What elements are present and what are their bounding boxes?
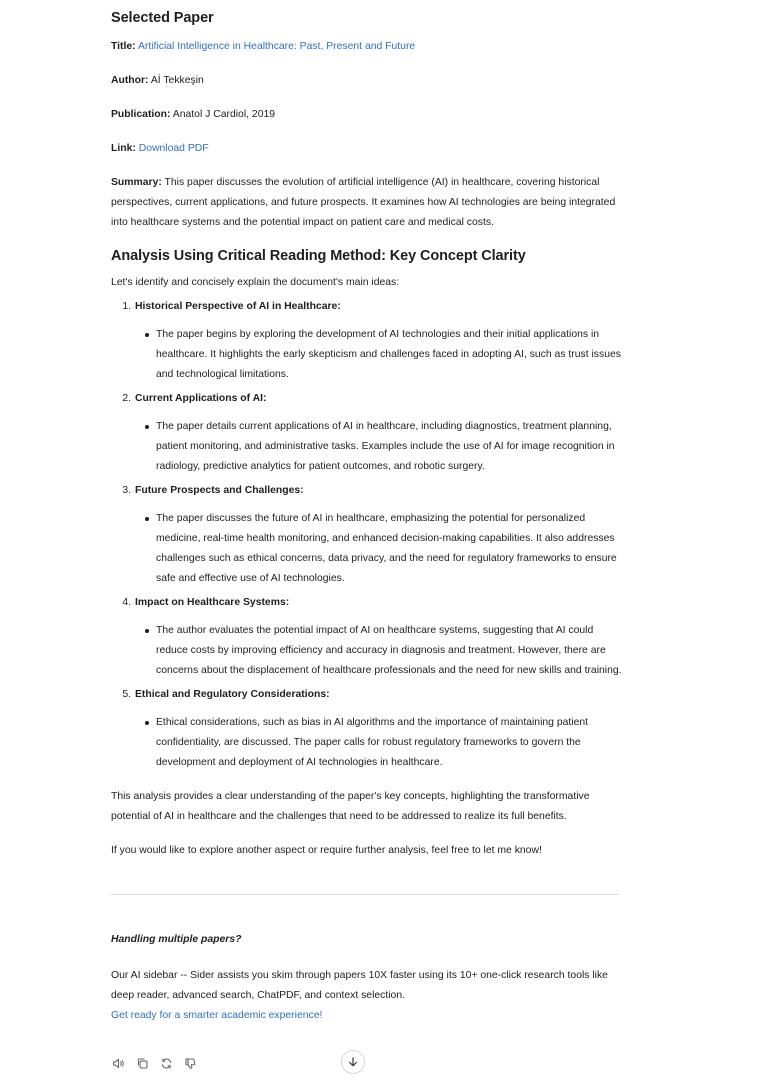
concept-title-row bbox=[111, 687, 623, 703]
analysis-conclusion: This analysis provides a clear understanding of the paper's key concepts, highlighting the transformative potential of AI in healthcare and the challenges that need to be addressed to realize its full benefits. bbox=[111, 791, 590, 822]
message-actions bbox=[111, 1056, 197, 1070]
arrow-down-icon bbox=[347, 1056, 359, 1068]
concept-item bbox=[111, 687, 623, 773]
title-line bbox=[111, 39, 623, 55]
concept-number: 2. bbox=[122, 393, 131, 404]
message-content bbox=[111, 0, 623, 1026]
author-label: Author: bbox=[111, 75, 149, 86]
concept-bullet bbox=[111, 325, 623, 385]
concept-bullet-text: Ethical considerations, such as bias in AI algorithms and the importance of maintaining patient confidentiality, are discussed. The paper calls for robust regulatory frameworks to govern the development and deployment of AI technologies in healthcare. bbox=[156, 717, 589, 768]
summary-paragraph bbox=[111, 173, 623, 233]
concept-title: Future Prospects and Challenges: bbox=[135, 485, 304, 496]
link-label: Link: bbox=[111, 143, 136, 154]
promo-body: Our AI sidebar -- Sider assists you skim through papers 10X faster using its 10+ one-click research tools like deep reader, advanced search, ChatPDF, and context selection. bbox=[111, 970, 608, 1001]
concept-title: Impact on Healthcare Systems: bbox=[135, 597, 290, 608]
concept-number: 5. bbox=[122, 689, 131, 700]
copy-icon[interactable] bbox=[135, 1056, 149, 1070]
concept-bullet-text: The paper details current applications of AI in healthcare, including diagnostics, treatment planning, patient monitoring, and administrative tasks. Examples include the use of AI for image recognition in radiology, predictive analytics for patient outcomes, and robotic surgery. bbox=[156, 421, 615, 472]
concept-bullet bbox=[111, 713, 623, 773]
concept-item bbox=[111, 483, 623, 589]
link-line bbox=[111, 141, 623, 157]
concept-bullet bbox=[111, 417, 623, 477]
analysis-intro: Let's identify and concisely explain the document's main ideas: bbox=[111, 277, 400, 288]
author-value: Aİ Tekkeşin bbox=[150, 75, 204, 86]
concept-number: 4. bbox=[122, 597, 131, 608]
publication-line bbox=[111, 107, 623, 123]
title-label: Title: bbox=[111, 41, 136, 52]
scroll-down-button[interactable] bbox=[341, 1050, 365, 1074]
concept-bullet-text: The author evaluates the potential impact of AI on healthcare systems, suggesting that AI could reduce costs by improving efficiency and accuracy in diagnosis and treatment. However, there are concerns about the displacement of healthcare professionals and the need for new skills and training. bbox=[156, 625, 622, 676]
download-pdf-link[interactable]: Download PDF bbox=[138, 143, 209, 154]
concept-title-row bbox=[111, 595, 623, 611]
concept-item bbox=[111, 595, 623, 681]
promo-cta-line bbox=[111, 1006, 623, 1026]
concept-title: Historical Perspective of AI in Healthcare: bbox=[135, 301, 341, 312]
concept-number: 3. bbox=[122, 485, 131, 496]
analysis-heading: Analysis Using Critical Reading Method: Key Concept Clarity bbox=[111, 248, 526, 264]
promo-cta-link[interactable]: Get ready for a smarter academic experience! bbox=[111, 1010, 323, 1021]
concept-title: Ethical and Regulatory Considerations: bbox=[135, 689, 330, 700]
concept-bullet bbox=[111, 509, 623, 589]
bullet-dot bbox=[145, 517, 149, 521]
bullet-dot bbox=[145, 629, 149, 633]
publication-value: Anatol J Cardiol, 2019 bbox=[172, 109, 276, 120]
concept-title: Current Applications of AI: bbox=[135, 393, 267, 404]
publication-label: Publication: bbox=[111, 109, 171, 120]
speaker-icon[interactable] bbox=[111, 1056, 125, 1070]
selected-paper-heading: Selected Paper bbox=[111, 10, 214, 26]
concept-bullet bbox=[111, 621, 623, 681]
concept-title-row bbox=[111, 483, 623, 499]
bullet-dot bbox=[145, 425, 149, 429]
divider bbox=[111, 894, 619, 895]
concept-bullet-text: The paper begins by exploring the development of AI technologies and their initial applications in healthcare. It highlights the early skepticism and challenges faced in adopting AI, such as trust issues and technological limitations. bbox=[156, 329, 621, 380]
bullet-dot bbox=[145, 333, 149, 337]
summary-text: This paper discusses the evolution of artificial intelligence (AI) in healthcare, covering historical perspectives, current applications, and future prospects. It examines how AI technologies are being integrated into healthcare systems and the potential impact on patient care and medical costs. bbox=[111, 177, 616, 228]
concept-item bbox=[111, 391, 623, 477]
concept-list bbox=[111, 299, 623, 773]
concept-title-row bbox=[111, 391, 623, 407]
regenerate-icon[interactable] bbox=[159, 1056, 173, 1070]
summary-label: Summary: bbox=[111, 177, 162, 188]
author-line bbox=[111, 73, 623, 89]
concept-item bbox=[111, 299, 623, 385]
paper-title-link[interactable]: Artificial Intelligence in Healthcare: Past, Present and Future bbox=[137, 41, 416, 52]
thumbs-down-icon[interactable] bbox=[183, 1056, 197, 1070]
followup-text: If you would like to explore another aspect or require further analysis, feel free to let me know! bbox=[111, 845, 542, 856]
promo-heading: Handling multiple papers? bbox=[111, 934, 242, 945]
concept-number: 1. bbox=[122, 301, 131, 312]
concept-title-row bbox=[111, 299, 623, 315]
bullet-dot bbox=[145, 721, 149, 725]
concept-bullet-text: The paper discusses the future of AI in healthcare, emphasizing the potential for personalized medicine, real-time health monitoring, and enhanced decision-making capabilities. It also addresses challenges such as ethical concerns, data privacy, and the need for regulatory frameworks to ensure safe and effective use of AI technologies. bbox=[156, 513, 617, 584]
